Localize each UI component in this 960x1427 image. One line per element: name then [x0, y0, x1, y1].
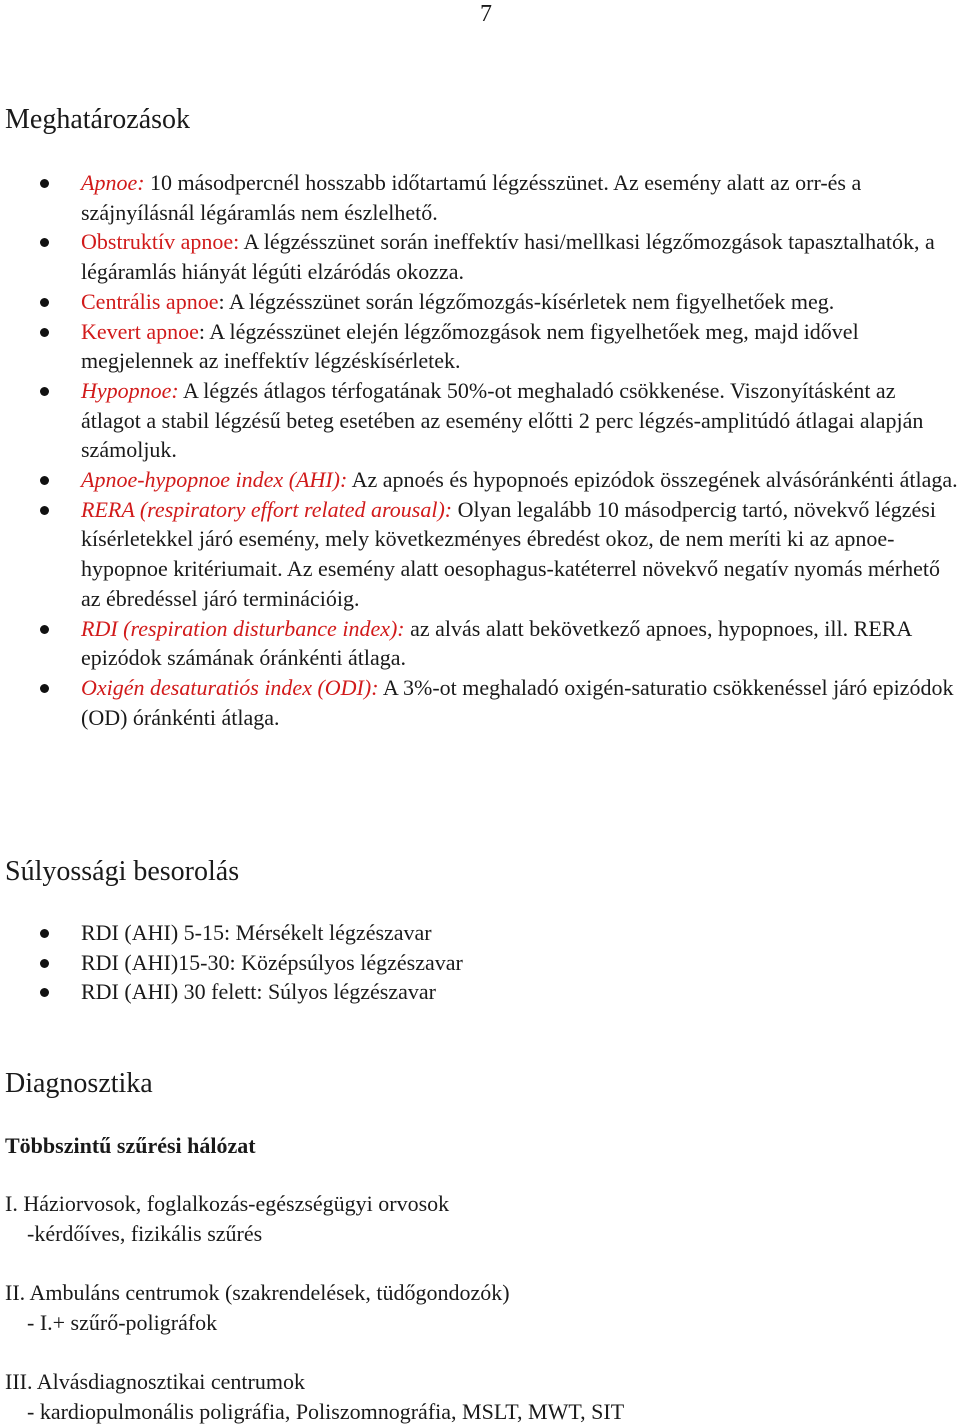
definition-body: : A légzésszünet elején légzőmozgások nem figyelhetőek meg, majd idővel megjelennek az ineffektív légzéskísérletek. [81, 318, 859, 374]
list-item [0, 465, 960, 495]
list-item [0, 376, 960, 465]
list-item [0, 168, 960, 227]
bullet-icon [40, 476, 49, 485]
bullet-icon [40, 387, 49, 396]
bullet-icon [40, 625, 49, 634]
bullet-icon [40, 506, 49, 515]
definition-body: A légzés átlagos térfogatának 50%-ot meghaladó csökkenése. Viszonyításként az átlagot a stabil légzésű beteg esetében az esemény előtti 2 perc légzés-amplitúdó átlagai alapján számoljuk. [81, 377, 924, 463]
level-2-title: II. Ambuláns centrumok (szakrendelések, tüdőgondozók) [5, 1280, 510, 1305]
bullet-icon [40, 238, 49, 247]
definition-term: Centrális apnoe [81, 288, 219, 314]
severity-item: RDI (AHI)15-30: Középsúlyos légzészavar [81, 949, 463, 975]
definition-term: Hypopnoe: [81, 377, 179, 403]
list-item [0, 673, 960, 732]
definition-term: Oxigén desaturatiós index (ODI): [81, 674, 379, 700]
bullet-icon [40, 298, 49, 307]
definition-body: A légzésszünet során ineffektív hasi/mellkasi légzőmozgások tapasztalhatók, a légáramlás hiányát légúti elzáródás okozza. [81, 229, 935, 285]
list-item [0, 495, 960, 614]
severity-item: RDI (AHI) 5-15: Mérsékelt légzészavar [81, 920, 432, 945]
level-3-title: III. Alvásdiagnosztikai centrumok [5, 1369, 305, 1394]
level-1-detail: -kérdőíves, fizikális szűrés [5, 1221, 263, 1246]
definition-term: Apnoe: [81, 170, 145, 195]
list-item [0, 918, 960, 948]
list-item [0, 227, 960, 286]
bullet-icon [40, 929, 49, 938]
definition-body: az alvás alatt bekövetkező apnoes, hypopnoes, ill. RERA epizódok számának óránkénti átlaga. [81, 615, 912, 671]
section-title-severity: Súlyossági besorolás [5, 856, 240, 887]
level-2-detail: - I.+ szűrő-poligráfok [5, 1310, 218, 1335]
definition-body: A 3%-ot meghaladó oxigén-saturatio csökkenéssel járó epizódok (OD) óránkénti átlaga. [81, 674, 954, 730]
definitions-list [0, 168, 960, 732]
bullet-icon [40, 959, 49, 968]
bullet-icon [40, 179, 49, 188]
definition-term: Kevert apnoe [81, 318, 199, 344]
definition-term: Obstruktív apnoe: [81, 229, 240, 255]
definition-term: RERA (respiratory effort related arousal): [81, 496, 453, 522]
severity-list [0, 918, 960, 1007]
level-3-detail: - kardiopulmonális poligráfia, Poliszomnográfia, MSLT, MWT, SIT [5, 1399, 625, 1424]
list-item [0, 977, 960, 1007]
bullet-icon [40, 988, 49, 997]
definition-body: : A légzésszünet során légzőmozgás-kísérletek nem figyelhetőek meg. [218, 288, 835, 314]
list-item [0, 614, 960, 673]
definition-body: Olyan legalább 10 másodpercig tartó, növekvő légzési kísérletekkel járó esemény, mely következményes ébredést okoz, de nem meríti ki az apnoe-hypopnoe kritériumait. Az esemény alatt oesophagus-katéterrel növekvő negatív nyomás mérhető az ébredéssel járó terminációig. [81, 496, 940, 611]
subheading-screening-network: Többszintű szűrési hálózat [5, 1133, 256, 1158]
section-title-diagnostics: Diagnosztika [5, 1068, 153, 1099]
section-title-definitions: Meghatározások [5, 104, 191, 135]
severity-item: RDI (AHI) 30 felett: Súlyos légzészavar [81, 979, 436, 1005]
list-item [0, 948, 960, 978]
definition-body: Az apnoés és hypopnoés epizódok összegének alvásóránkénti átlaga. [347, 467, 958, 493]
list-item [0, 287, 960, 317]
definition-term: RDI (respiration disturbance index): [81, 615, 405, 641]
bullet-icon [40, 684, 49, 693]
definition-body: 10 másodpercnél hosszabb időtartamú légzésszünet. Az esemény alatt az orr-és a szájnyílásnál légáramlás nem észlelhető. [81, 170, 862, 225]
page-number: 7 [480, 1, 492, 27]
definition-term: Apnoe-hypopnoe index (AHI): [81, 467, 348, 493]
bullet-icon [40, 328, 49, 337]
level-1-title: I. Háziorvosok, foglalkozás-egészségügyi orvosok [5, 1191, 450, 1216]
list-item [0, 317, 960, 376]
